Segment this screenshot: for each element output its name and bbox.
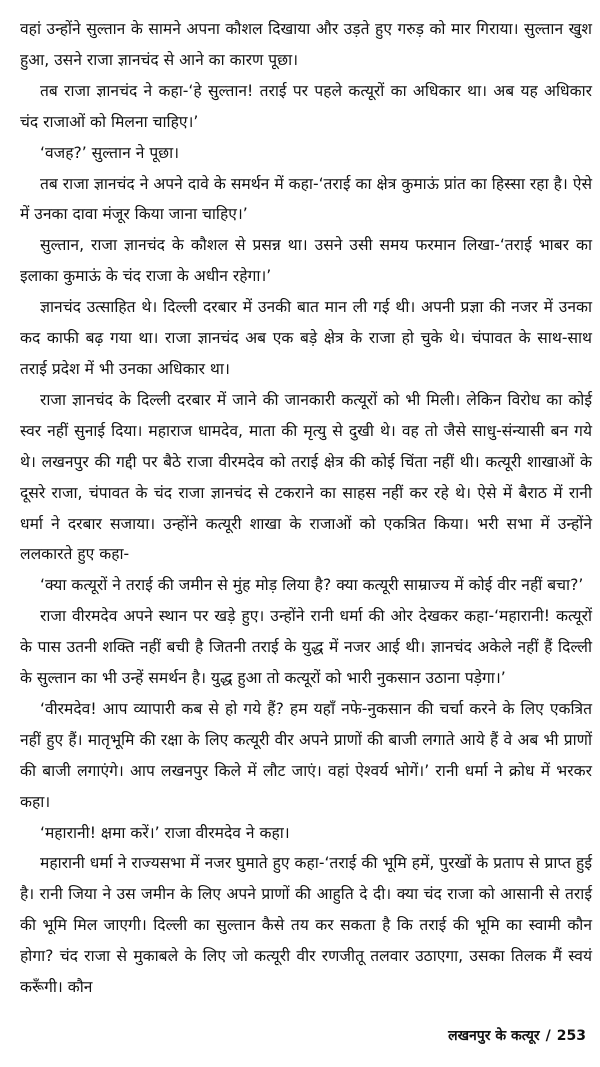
paragraph-9: राजा वीरमदेव अपने स्थान पर खड़े हुए। उन्होंने रानी धर्मा की ओर देखकर कहा-‘महारानी! कत्यूरों के पास उतनी शक्ति नहीं बची है जितनी तराई के युद्ध में नजर आई थी। ज्ञानचंद अकेले नहीं हैं दिल्ली के सुल्तान का भी उन्हें समर्थन है। युद्ध हुआ तो कत्यूरों को भारी नुकसान उठाना पड़ेगा।’ (20, 607, 592, 688)
page-footer (448, 1026, 586, 1045)
footer-separator: / (545, 1028, 551, 1044)
paragraph-11: ‘महारानी! क्षमा करें।’ राजा वीरमदेव ने कहा। (40, 823, 290, 842)
footer-book-title: लखनपुर के कत्यूर (448, 1028, 540, 1044)
paragraph-5: सुल्तान, राजा ज्ञानचंद के कौशल से प्रसन्न था। उसने उसी समय फरमान लिखा-‘तराई भाबर का इलाका कुमाऊं के चंद राजा के अधीन रहेगा।’ (20, 236, 592, 286)
page-number: 253 (556, 1028, 586, 1044)
paragraph-10: ‘वीरमदेव! आप व्यापारी कब से हो गये हैं? हम यहाँ नफे-नुकसान की चर्चा करने के लिए एकत्रित नहीं हुए हैं। मातृभूमि की रक्षा के लिए कत्यूरी वीर अपने प्राणों की बाजी लगाते आये हैं वे अब भी प्राणों की बाजी लगाएंगे। आप लखनपुर किले में लौट जाएं। वहां ऐश्वर्य भोगें।’ रानी धर्मा ने क्रोध में भरकर कहा। (20, 699, 592, 811)
paragraph-7: राजा ज्ञानचंद के दिल्ली दरबार में जाने की जानकारी कत्यूरों को भी मिली। लेकिन विरोध का कोई स्वर नहीं सुनाई दिया। महाराज धामदेव, माता की मृत्यु से दुखी थे। वह तो जैसे साधु-संन्यासी बन गये थे। लखनपुर की गद्दी पर बैठे राजा वीरमदेव को तराई क्षेत्र की कोई चिंता नहीं थी। कत्यूरी शाखाओं के दूसरे राजा, चंपावत के चंद राजा ज्ञानचंद से टकराने का साहस नहीं कर रहे थे। ऐसे में बैराठ में रानी धर्मा ने दरबार सजाया। उन्होंने कत्यूरी शाखा के राजाओं को एकत्रित किया। भरी सभा में उन्होंने ललकारते हुए कहा- (20, 390, 592, 564)
paragraph-1: वहां उन्होंने सुल्तान के सामने अपना कौशल दिखाया और उड़ते हुए गरुड़ को मार गिराया। सुल्तान खुश हुआ, उसने राजा ज्ञानचंद से आने का कारण पूछा। (20, 20, 592, 69)
paragraph-6: ज्ञानचंद उत्साहित थे। दिल्ली दरबार में उनकी बात मान ली गई थी। अपनी प्रज्ञा की नजर में उनका कद काफी बढ़ गया था। राजा ज्ञानचंद अब एक बड़े क्षेत्र के राजा हो चुके थे। चंपावत के साथ-साथ तराई प्रदेश में भी उनका अधिकार था। (20, 298, 592, 378)
page-body (20, 14, 592, 1003)
paragraph-4: तब राजा ज्ञानचंद ने अपने दावे के समर्थन में कहा-‘तराई का क्षेत्र कुमाऊं प्रांत का हिस्सा रहा है। ऐसे में उनका दावा मंजूर किया जाना चाहिए।’ (20, 174, 592, 224)
paragraph-8: ‘क्या कत्यूरों ने तराई की जमीन से मुंह मोड़ लिया है? क्या कत्यूरी साम्राज्य में कोई वीर नहीं बचा?’ (40, 576, 584, 595)
paragraph-12: महारानी धर्मा ने राज्यसभा में नजर घुमाते हुए कहा-‘तराई की भूमि हमें, पुरखों के प्रताप से प्राप्त हुई है। रानी जिया ने उस जमीन के लिए अपने प्राणों की आहुति दे दी। क्या चंद राजा को आसानी से तराई की भूमि मिल जाएगी। दिल्ली का सुल्तान कैसे तय कर सकता है कि तराई की भूमि का स्वामी कौन होगा? चंद राजा से मुकाबले के लिए जो कत्यूरी वीर रणजीतू तलवार उठाएगा, उसका तिलक मैं स्वयं करूँगी। कौन (20, 854, 592, 997)
paragraph-2: तब राजा ज्ञानचंद ने कहा-‘हे सुल्तान! तराई पर पहले कत्यूरों का अधिकार था। अब यह अधिकार चंद राजाओं को मिलना चाहिए।’ (20, 81, 592, 131)
paragraph-3: ‘वजह?’ सुल्तान ने पूछा। (40, 143, 180, 162)
